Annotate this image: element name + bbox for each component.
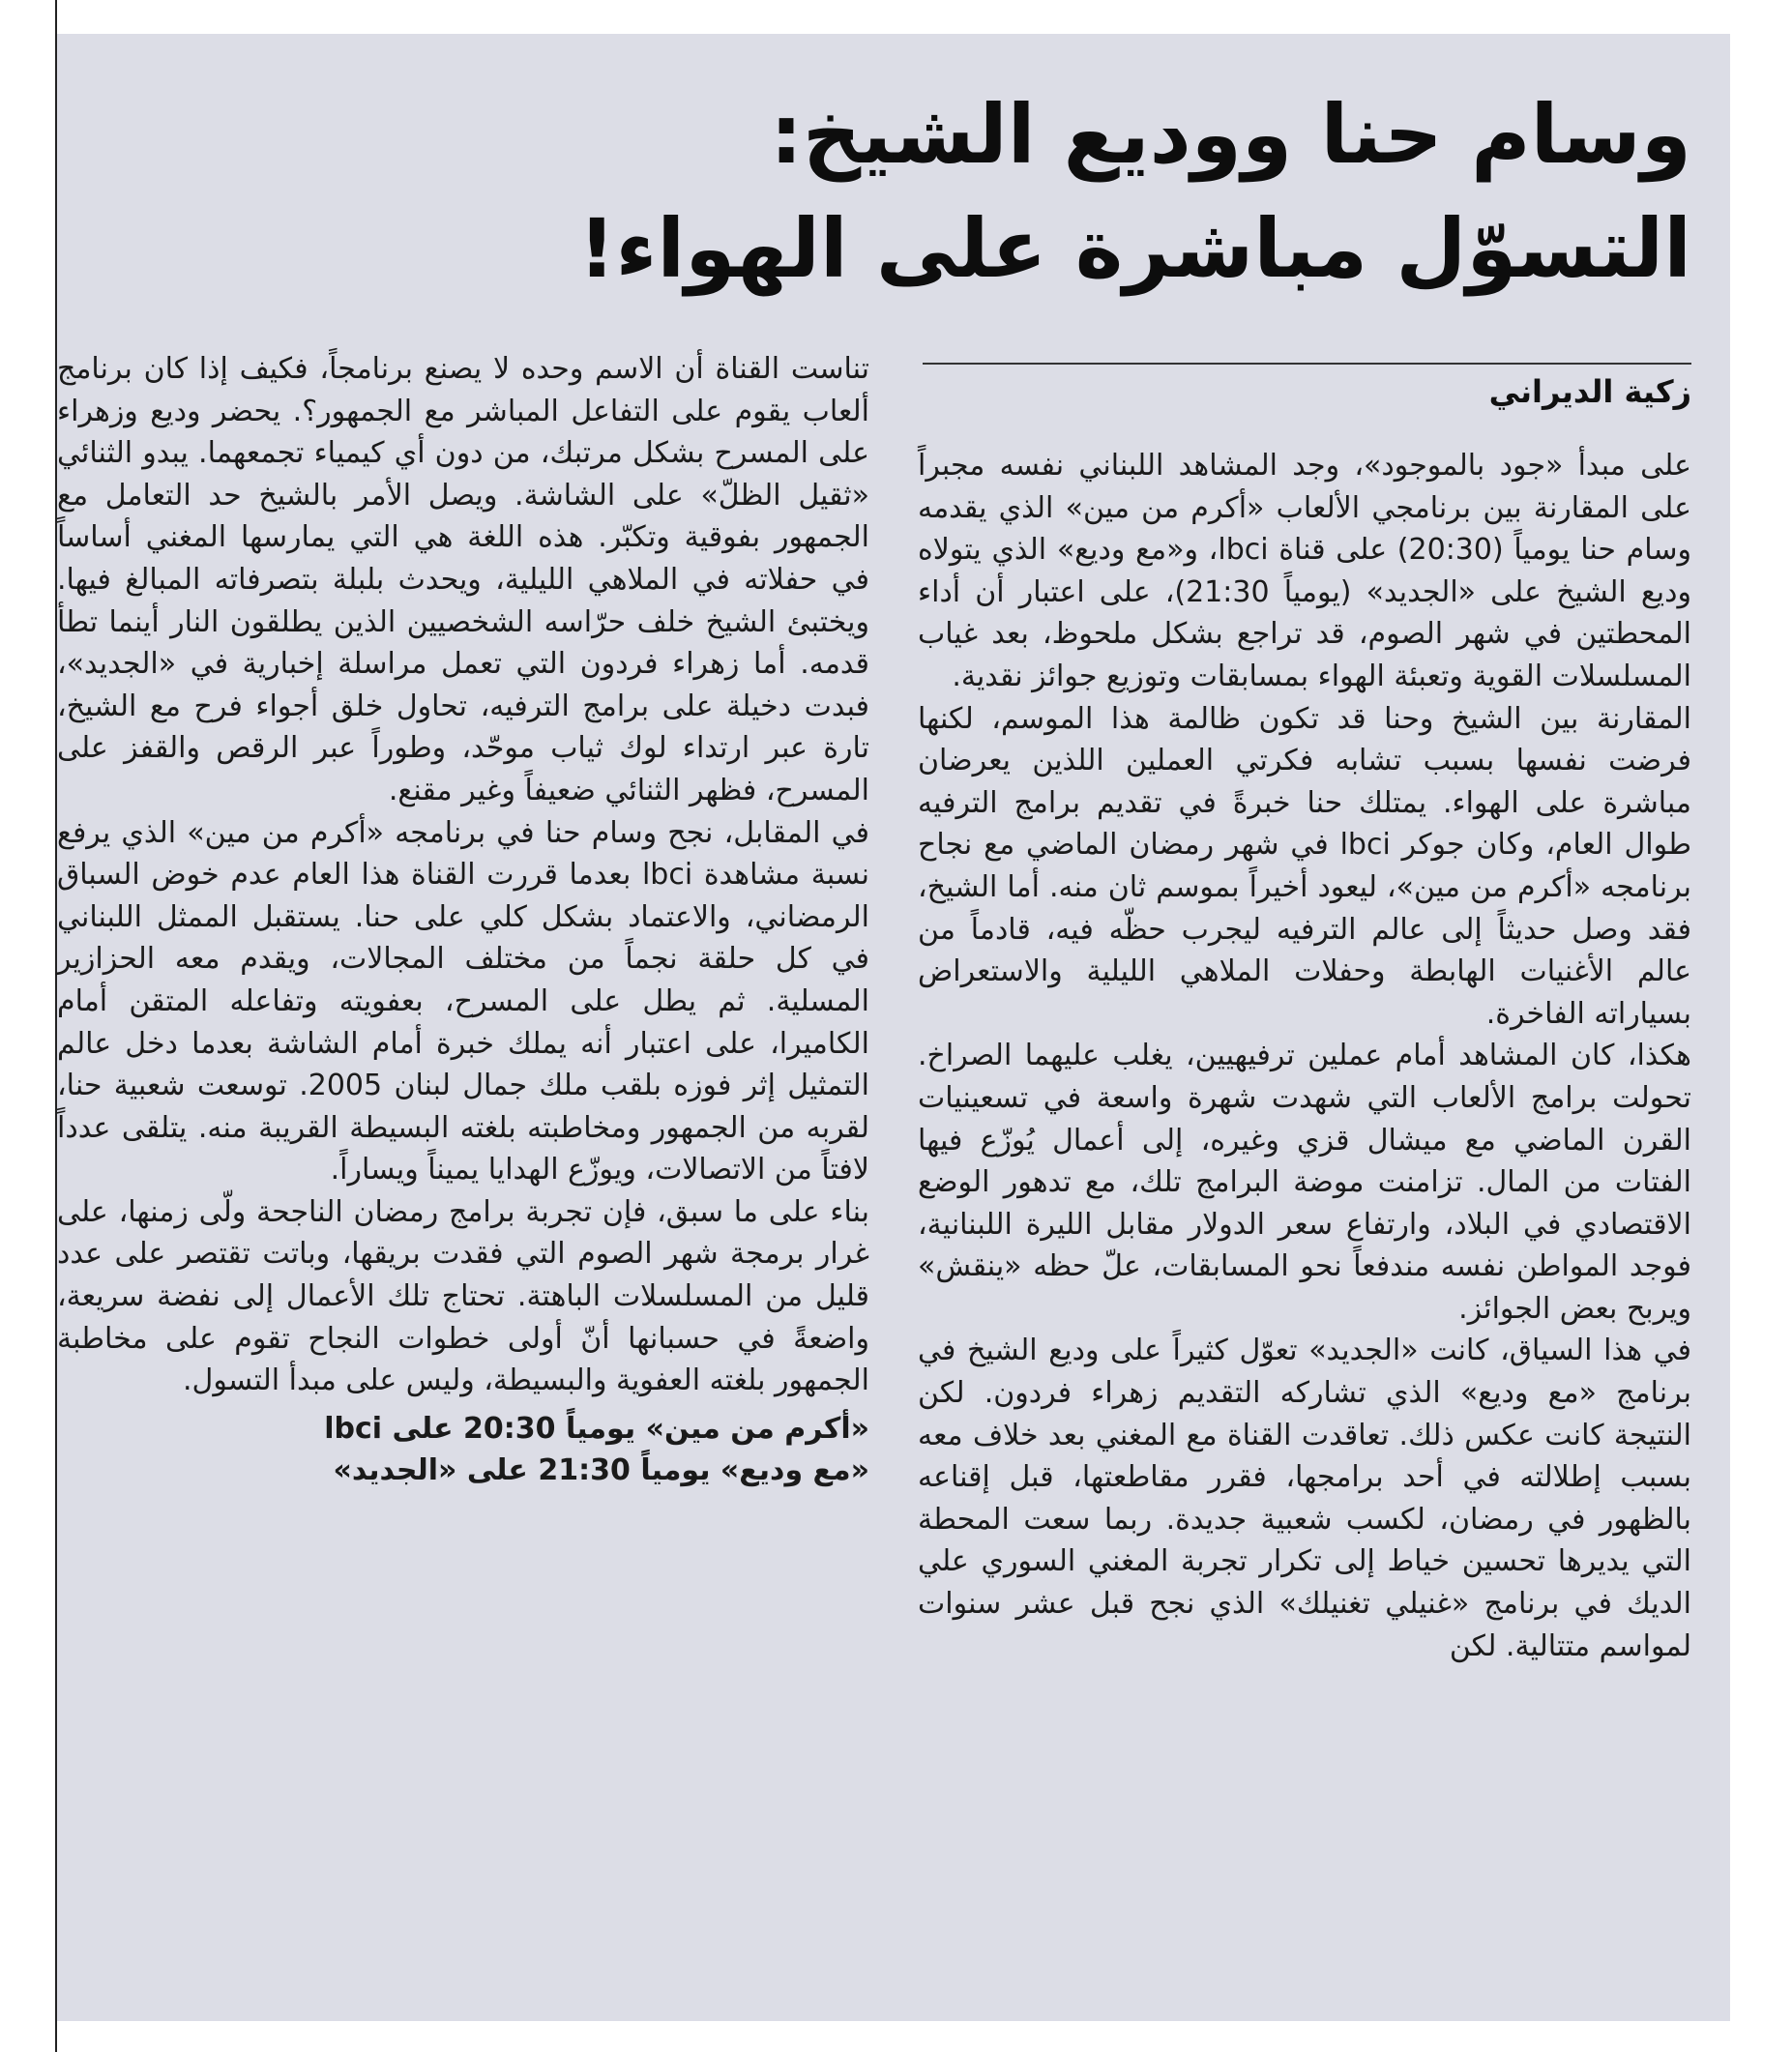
article-panel [57,34,1730,2021]
headline-line-1: وسام حنا ووديع الشيخ: [770,87,1691,182]
headline-line-2: التسوّل مباشرة على الهواء! [578,201,1691,296]
author-byline: زكية الديراني [1488,373,1691,410]
paragraph: المقارنة بين الشيخ وحنا قد تكون ظالمة هذا الموسم، لكنها فرضت نفسها بسبب تشابه فكرتي العملين اللذين يعرضان مباشرة على الهواء. يمتلك حنا خبرةً في تقديم برامج الترفيه طوال العام، وكان جوكر lbci في شهر رمضان الماضي مع نجاح برنامجه «أكرم من مين»، ليعود أخيراً بموسم ثان منه. أما الشيخ، فقد وصل حديثاً إلى عالم الترفيه ليجرب حظّه فيه، قادماً من عالم الأغنيات الهابطة وحفلات الملاهي الليلية والاستعراض بسياراته الفاخرة. [918,701,1691,1031]
broadcast-schedule [57,1408,869,1492]
article-column-left [57,348,869,1492]
schedule-line: «مع وديع» يومياً 21:30 على «الجديد» [333,1453,869,1488]
article-headline [86,77,1691,306]
schedule-line: «أكرم من مين» يومياً 20:30 على lbci [324,1411,869,1446]
byline-rule [923,363,1691,365]
paragraph: بناء على ما سبق، فإن تجربة برامج رمضان الناجحة ولّى زمنها، على غرار برمجة شهر الصوم التي فقدت بريقها، وباتت تقتصر على عدد قليل من المسلسلات الباهتة. تحتاج تلك الأعمال إلى نفضة سريعة، واضعةً في حسبانها أنّ أولى خطوات النجاح تقوم على مخاطبة الجمهور بلغته العفوية والبسيطة، وليس على مبدأ التسول. [57,1194,869,1398]
article-column-right [918,445,1691,1667]
paragraph: في هذا السياق، كانت «الجديد» تعوّل كثيراً على وديع الشيخ في برنامج «مع وديع» الذي تشاركه التقديم زهراء فردون. لكن النتيجة كانت عكس ذلك. تعاقدت القناة مع المغني بعد خلاف معه بسبب إطلالته في أحد برامجها، فقرر مقاطعتها، قبل إقناعه بالظهور في رمضان، لكسب شعبية جديدة. ربما سعت المحطة التي يديرها تحسين خياط إلى تكرار تجربة المغني السوري علي الديك في برنامج «غنيلي تغنيلك» الذي نجح قبل عشر سنوات لمواسم متتالية. لكن [918,1334,1691,1663]
paragraph: في المقابل، نجح وسام حنا في برنامجه «أكرم من مين» الذي يرفع نسبة مشاهدة lbci بعدما قررت القناة هذا العام عدم خوض السباق الرمضاني، والاعتماد بشكل كلي على حنا. يستقبل الممثل اللبناني في كل حلقة نجماً من مختلف المجالات، ويقدم معه الحزازير المسلية. ثم يطل على المسرح، بعفويته وتفاعله المتقن أمام الكاميرا، على اعتبار أنه يملك خبرة أمام الشاشة بعدما دخل عالم التمثيل إثر فوزه بلقب ملك جمال لبنان 2005. توسعت شعبية حنا، لقربه من الجمهور ومخاطبته بلغته البسيطة القريبة منه. يتلقى عدداً لافتاً من الاتصالات، ويوزّع الهدايا يميناً ويساراً. [57,815,869,1187]
paragraph: هكذا، كان المشاهد أمام عملين ترفيهيين، يغلب عليهما الصراخ. تحولت برامج الألعاب التي شهدت شهرة واسعة في تسعينيات القرن الماضي مع ميشال قزي وغيره، إلى أعمال يُوزّع فيها الفتات من المال. تزامنت موضة البرامج تلك، مع تدهور الوضع الاقتصادي في البلاد، وارتفاع سعر الدولار مقابل الليرة اللبنانية، فوجد المواطن نفسه مندفعاً نحو المسابقات، علّ حظه «ينقش» ويربح بعض الجوائز. [918,1039,1691,1326]
paragraph: تناست القناة أن الاسم وحده لا يصنع برنامجاً، فكيف إذا كان برنامج ألعاب يقوم على التفاعل المباشر مع الجمهور؟. يحضر وديع وزهراء على المسرح بشكل مرتبك، من دون أي كيمياء تجمعهما. يبدو الثنائي «ثقيل الظلّ» على الشاشة. ويصل الأمر بالشيخ حد التعامل مع الجمهور بفوقية وتكبّر. هذه اللغة هي التي يمارسها المغني أساساً في حفلاته في الملاهي الليلية، ويحدث بلبلة بتصرفاته المبالغ فيها. ويختبئ الشيخ خلف حرّاسه الشخصيين الذين يطلقون النار أينما تطأ قدمه. أما زهراء فردون التي تعمل مراسلة إخبارية في «الجديد»، فبدت دخيلة على برامج الترفيه، تحاول خلق أجواء فرح مع الشيخ، تارة عبر ارتداء لوك ثياب موحّد، وطوراً عبر الرقص والقفز على المسرح، فظهر الثنائي ضعيفاً وغير مقنع. [57,352,869,807]
paragraph: على مبدأ «جود بالموجود»، وجد المشاهد اللبناني نفسه مجبراً على المقارنة بين برنامجي الألعاب «أكرم من مين» الذي يقدمه وسام حنا يومياً (20:30) على قناة lbci، و«مع وديع» الذي يتولاه وديع الشيخ على «الجديد» (يومياً 21:30)، على اعتبار أن أداء المحطتين في شهر الصوم، قد تراجع بشكل ملحوظ، بعد غياب المسلسلات القوية وتعبئة الهواء بمسابقات وتوزيع جوائز نقدية. [918,449,1692,693]
